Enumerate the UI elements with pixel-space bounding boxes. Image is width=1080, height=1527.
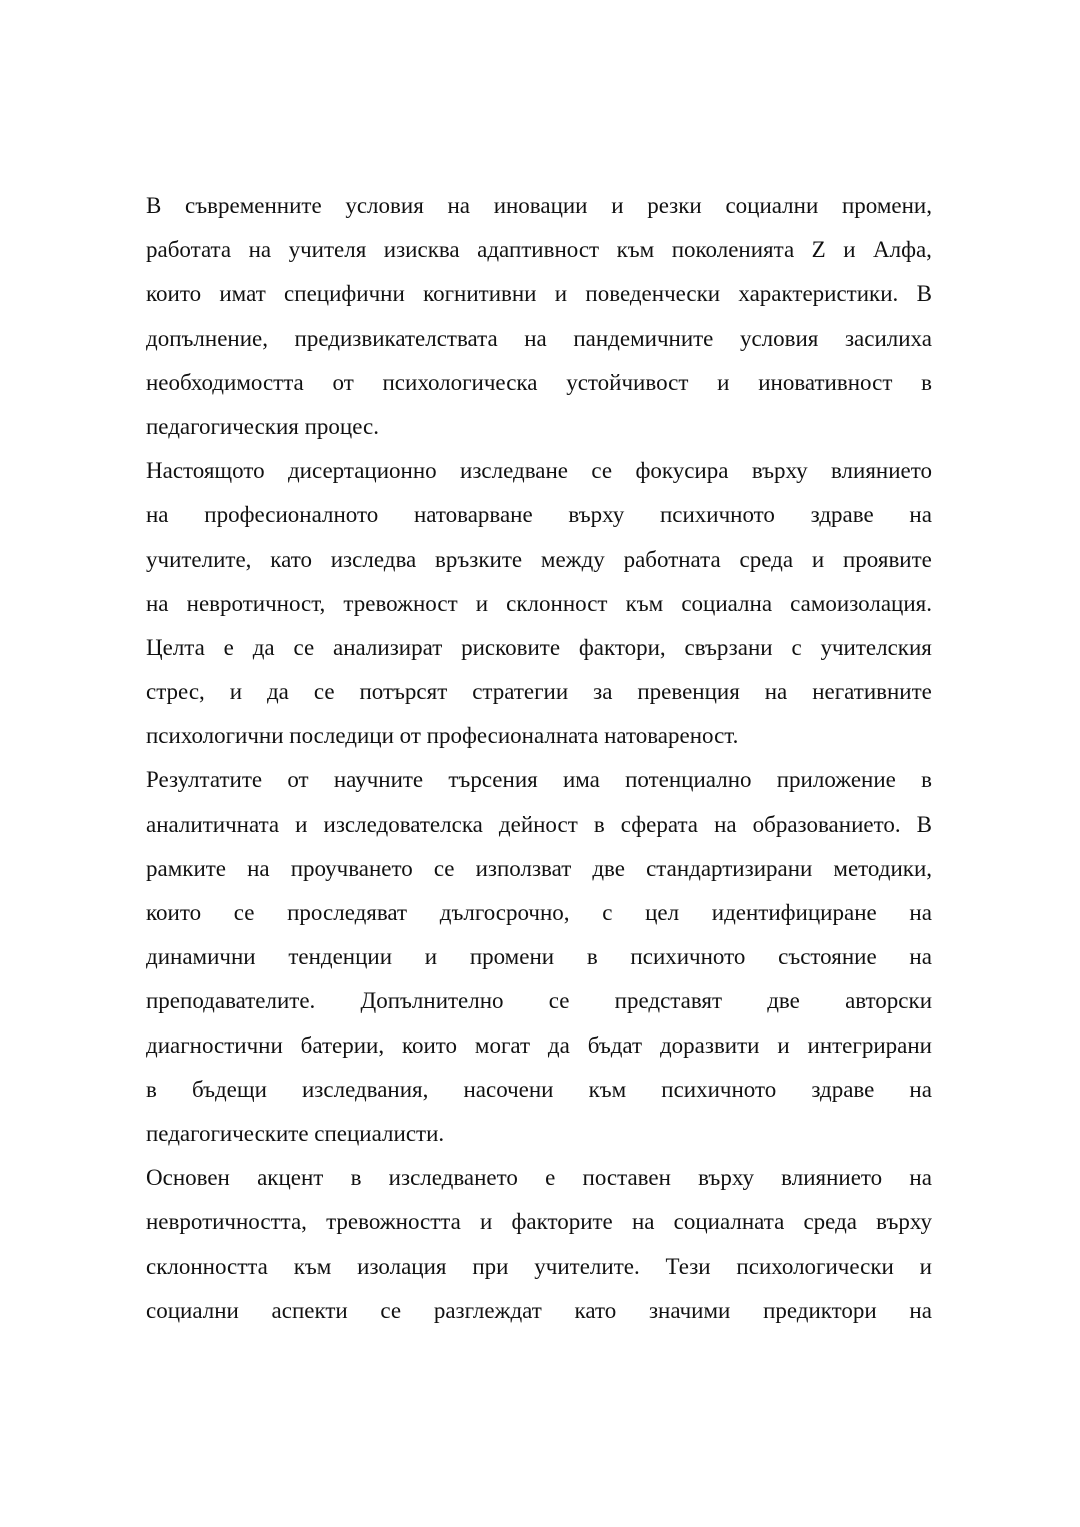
word: на [909,1076,932,1102]
word: научните [333,767,424,793]
word: среда [803,1209,857,1235]
word: адаптивност [477,237,600,263]
text-line [146,317,932,361]
word: към [588,1076,627,1102]
word: условия [345,193,424,218]
word: поколенията [671,237,795,263]
word: здраве [810,502,874,528]
word: предиктори [763,1297,877,1323]
word: се [548,988,570,1014]
word: промени, [841,193,932,218]
text-line [146,935,932,979]
word: се [233,900,255,925]
word: учителите, [146,546,252,572]
word: и [611,193,624,218]
word: в [593,811,605,837]
word: интегрирани [807,1032,932,1058]
word: на [714,811,737,837]
word: промени [469,944,555,970]
word: социални [725,193,819,218]
word: В [916,811,932,837]
word: факторите [511,1209,613,1235]
word: фокусира [635,458,729,484]
word: като [574,1297,617,1323]
word: Основен [146,1165,230,1191]
word: иновации [493,193,588,218]
word: среда [739,546,794,572]
word: проучването [290,855,413,881]
word: които [401,1032,458,1058]
word: значими [648,1297,731,1323]
word: стандартизирани [646,855,813,881]
word: приложение [776,767,896,793]
text-line [146,184,932,228]
word: в [146,1076,157,1102]
word: натоварване [413,502,533,528]
word: на [248,237,272,263]
word: когнитивни [423,281,537,307]
word: на [146,590,169,616]
word: професионалното [204,502,379,528]
word: връзките [435,546,523,572]
word: към [293,1253,332,1279]
word: доразвити [659,1032,760,1058]
word: потенциално [625,767,752,793]
word: в [921,767,932,793]
word: изследвания, [301,1076,429,1102]
word: от [287,767,309,793]
text-line [146,1289,932,1333]
word: анализират [333,634,443,660]
word: резки [647,193,702,218]
word: да [547,1032,570,1058]
word: на [524,325,547,351]
word: на [146,502,169,528]
text-line [146,1156,932,1200]
word: използват [475,855,572,881]
word: В [916,281,932,307]
word: Допълнително [360,988,504,1014]
word: има [562,767,600,793]
word: състояние [778,944,877,970]
word: свързани [684,634,773,660]
text-line [146,272,932,316]
word: акцент [257,1165,324,1191]
word: психичното [661,1076,777,1102]
word: пандемичните [573,325,714,351]
word: да [252,634,275,660]
word: при [472,1253,509,1279]
word: имат [219,281,266,307]
word: в [586,944,598,970]
word: и [777,1032,790,1058]
paragraph-2 [146,449,932,758]
word: върху [568,502,625,528]
text-line [146,582,932,626]
word: батерии, [300,1032,385,1058]
word: и [554,281,568,307]
word: рисковите [461,634,561,660]
word: с [791,634,802,660]
text-line [146,1068,932,1112]
word: допълнение, [146,325,268,351]
word: социални [146,1297,239,1323]
word: насочени [463,1076,554,1102]
paragraph-1 [146,184,932,449]
word: на [631,1209,655,1235]
word: дисертационно [287,458,437,484]
text-line: педагогическия процес. [146,413,379,439]
word: изследването [388,1165,518,1191]
word: цел [645,900,680,925]
word: идентифициране [711,900,877,925]
text-line [146,228,932,272]
word: рамките [146,855,227,881]
word: на [909,1297,932,1323]
word: работната [623,546,721,572]
text-line [146,1200,932,1244]
word: психологически [736,1253,894,1279]
word: търсения [448,767,538,793]
word: и [717,369,730,395]
word: от [332,369,354,395]
word: върху [751,458,808,484]
word: невротичност, [186,590,326,616]
word: две [592,855,625,881]
word: представят [614,988,723,1014]
word: превенция [637,679,740,705]
word: динамични [146,944,256,970]
word: и [919,1253,932,1279]
text-line [146,1024,932,1068]
text-line [146,538,932,582]
word: преподавателите. [146,988,316,1014]
word: е [223,634,234,660]
word: сферата [620,811,699,837]
word: и [480,1209,493,1235]
word: негативните [812,679,932,705]
word: дейност [498,811,578,837]
word: изследва [330,546,417,572]
word: които [146,281,202,307]
text-line [146,891,932,935]
word: склонността [146,1253,268,1279]
word: се [313,679,335,705]
word: поставен [582,1165,671,1191]
word: Настоящото [146,458,265,484]
word: да [266,679,289,705]
word: условия [739,325,819,351]
word: склонност [506,590,608,616]
word: разглеждат [433,1297,542,1323]
word: Резултатите [146,767,263,793]
word: между [540,546,605,572]
paragraph-3 [146,758,932,1156]
text-line [146,803,932,847]
word: бъдат [587,1032,643,1058]
text-line [146,847,932,891]
word: психологическа [382,369,538,395]
word: е [545,1165,556,1191]
word: с [602,900,613,925]
word: Тези [665,1253,711,1279]
word: на [247,855,270,881]
word: на [909,1165,932,1191]
word: здраве [811,1076,875,1102]
word: и [843,237,856,263]
word: иновативност [758,369,893,395]
text-line [146,361,932,405]
word: се [591,458,613,484]
word: дългосрочно, [439,900,570,925]
word: авторски [845,988,932,1014]
paragraph-4 [146,1156,932,1333]
word: поведенчески [585,281,721,307]
word: образованието. [752,811,901,837]
word: се [380,1297,402,1323]
text-line [146,493,932,537]
word: учителския [820,634,932,660]
word: Z [811,237,826,263]
word: като [270,546,312,572]
word: и [424,944,438,970]
word: които [146,900,202,925]
word: се [433,855,455,881]
word: характеристики. [738,281,899,307]
word: социална [681,590,773,616]
word: устойчивост [566,369,689,395]
word: учителите. [534,1253,640,1279]
word: необходимостта [146,369,304,395]
word: невротичността, [146,1209,307,1235]
word: към [625,590,664,616]
word: социалната [673,1209,785,1235]
word: стратегии [472,679,569,705]
word: в [350,1165,362,1191]
word: учителя [288,237,367,263]
word: в [921,369,932,395]
word: за [593,679,613,705]
word: засилиха [844,325,932,351]
word: аспекти [271,1297,348,1323]
word: изолация [357,1253,447,1279]
word: проявите [843,546,932,572]
word: специфични [284,281,405,307]
word: проследяват [287,900,408,925]
word: изследване [460,458,568,484]
text-line: психологични последици от професионалната натовареност. [146,723,739,749]
text-line [146,979,932,1023]
word: психичното [659,502,775,528]
word: бъдещи [191,1076,267,1102]
word: и [811,546,825,572]
word: се [293,634,315,660]
word: и [295,811,308,837]
word: фактори, [578,634,666,660]
word: към [616,237,655,263]
word: В [146,193,162,218]
word: работата [146,237,232,263]
word: на [909,944,932,970]
word: влиянието [781,1165,883,1191]
word: самоизолация. [790,590,932,616]
word: тревожността [326,1209,461,1235]
word: и [475,590,489,616]
text-line [146,758,932,802]
word: диагностични [146,1032,283,1058]
word: тревожност [343,590,458,616]
word: Алфа, [872,237,932,263]
word: изисква [383,237,460,263]
word: аналитичната [146,811,280,837]
body-text [146,184,932,1333]
word: на [447,193,470,218]
word: психичното [630,944,746,970]
text-line: педагогическите специалисти. [146,1120,445,1146]
word: могат [474,1032,531,1058]
word: предизвикателствата [294,325,498,351]
word: върху [876,1209,932,1235]
word: изследователска [323,811,483,837]
word: стрес, [146,679,205,705]
text-line [146,670,932,714]
word: на [764,679,788,705]
word: потърсят [359,679,448,705]
word: върху [698,1165,754,1191]
text-line [146,626,932,670]
word: на [909,900,932,925]
text-line [146,1245,932,1289]
word: и [229,679,243,705]
word: методики, [833,855,932,881]
word: Целта [146,634,205,660]
word: съвременните [185,193,322,218]
word: влиянието [831,458,932,484]
word: на [909,502,932,528]
text-line [146,449,932,493]
word: тенденции [288,944,393,970]
word: две [767,988,800,1014]
